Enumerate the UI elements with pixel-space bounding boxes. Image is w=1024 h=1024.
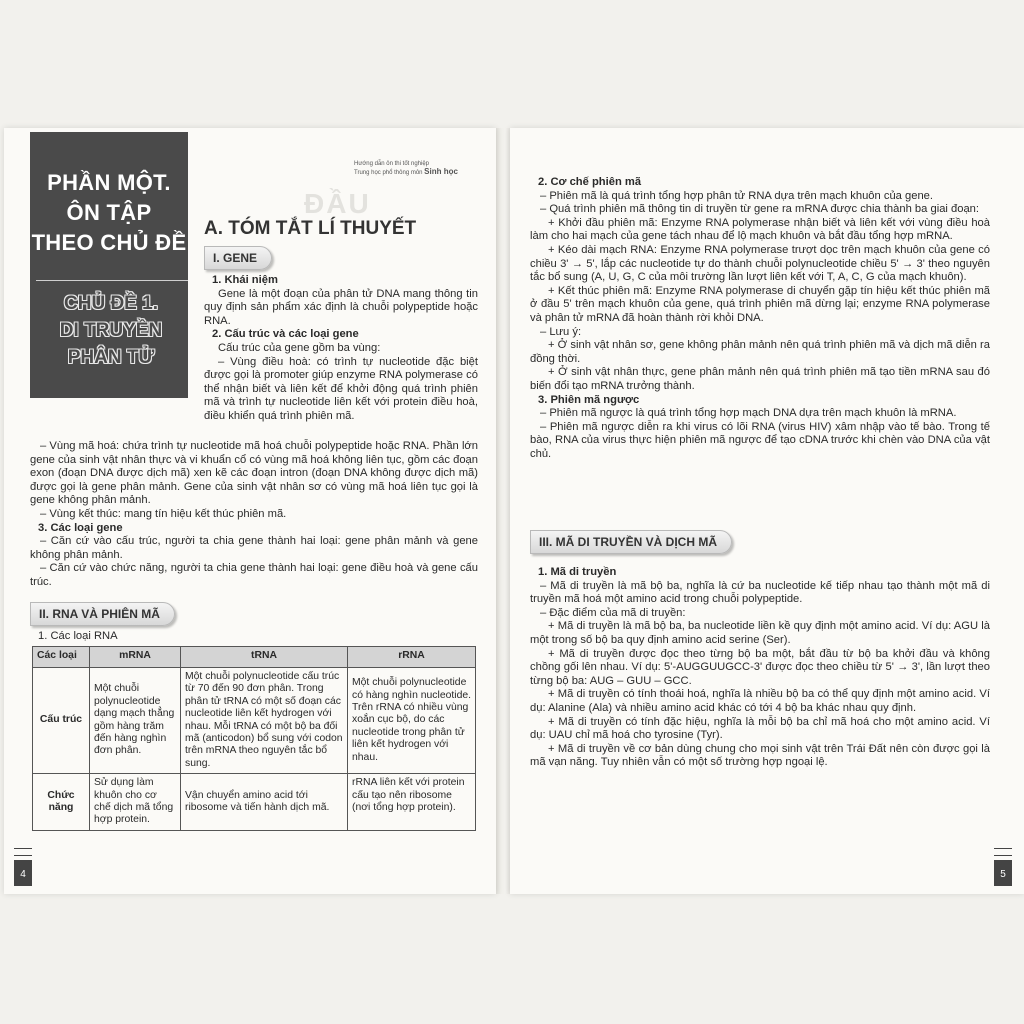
part-title-divider bbox=[36, 280, 188, 281]
paragraph: – Vùng điều hoà: có trình tự nucleotide đặc biệt được gọi là promoter giúp enzyme RNA polymerase có thể nhận biết và liên kết để khởi động quá trình phiên mã và trình tự nucleotide liên kết với protein điều hoà, điều khiển quá trình phiên mã. bbox=[204, 355, 478, 422]
heading-ma-di-truyen: 1. Mã di truyền bbox=[538, 566, 617, 578]
paragraph: + Ở sinh vật nhân thực, gene phân mảnh nên quá trình phiên mã tạo tiền mRNA sau đó biến đổi tạo mRNA trưởng thành. bbox=[530, 366, 990, 392]
paragraph: – Phiên mã ngược là quá trình tổng hợp mạch DNA dựa trên mạch khuôn là mRNA. bbox=[540, 407, 957, 420]
part-title-block bbox=[30, 132, 188, 398]
paragraph: – Căn cứ vào chức năng, người ta chia gene thành hai loại: gene điều hoà và gene cấu trúc. bbox=[30, 562, 478, 588]
page-number-ornament bbox=[14, 848, 32, 856]
paragraph: – Mã di truyền là mã bộ ba, nghĩa là cứ ba nucleotide kế tiếp nhau tạo thành một mã di truyền mã hoá một amino acid trong chuỗi polypeptide. bbox=[530, 579, 990, 606]
paragraph: – Đặc điểm của mã di truyền: bbox=[540, 606, 686, 619]
section-badge-gene: I. GENE bbox=[204, 246, 272, 270]
bleed-through-text: ĐẦU bbox=[304, 188, 371, 219]
table-header: Các loại bbox=[33, 647, 90, 668]
gene-intro-text bbox=[204, 274, 478, 424]
paragraph: + Kết thúc phiên mã: Enzyme RNA polymerase di chuyển gặp tín hiệu kết thúc phiên mã ở đầu 5' trên mạch khuôn của gene, quá trình phiên mã dừng lại; enzyme RNA polymerase và phân tử mRNA đã hoàn thành rời khỏi DNA. bbox=[530, 284, 990, 324]
table-header-row bbox=[33, 647, 476, 668]
table-cell: Một chuỗi polynucleotide cấu trúc từ 70 đến 90 đơn phân. Trong phân tử tRNA có một số đoạn các nucleotide liên kết hydrogen với nhau. Mỗi tRNA có một bộ ba đối mã (anticodon) bổ sung với codon trên mRNA theo nguyên tắc bổ sung. bbox=[181, 668, 348, 774]
paragraph: + Kéo dài mạch RNA: Enzyme RNA polymerase trượt dọc trên mạch khuôn của gene có chiều 3' → 5', lắp các nucleotide tự do thành chuỗi polynucleotide chiều 5' → 3' theo nguyên tắc bổ sung (A, U, G, C của môi trường lần lượt liên kết với T, A, C, G của mạch khuôn). bbox=[530, 243, 990, 284]
table-row bbox=[33, 668, 476, 774]
section-badge-rna: II. RNA VÀ PHIÊN MÃ bbox=[30, 602, 175, 626]
paragraph: – Vùng kết thúc: mang tín hiệu kết thúc phiên mã. bbox=[40, 507, 287, 520]
table-header: rRNA bbox=[348, 647, 476, 668]
table-cell: Sử dụng làm khuôn cho cơ chế dịch mã tổng hợp protein. bbox=[90, 774, 181, 831]
page-number: 4 bbox=[14, 860, 32, 886]
table-row bbox=[33, 774, 476, 831]
heading-phien-ma-nguoc: 3. Phiên mã ngược bbox=[538, 393, 640, 406]
section-badge-ma-di-truyen: III. MÃ DI TRUYỀN VÀ DỊCH MÃ bbox=[530, 530, 732, 554]
table-cell: Một chuỗi polynucleotide có hàng nghìn nucleotide. Trên rRNA có nhiều vùng xoắn cục bộ, do các nucleotide trong phân tử liên kết hydrogen với nhau. bbox=[348, 668, 476, 774]
table-cell: Vận chuyển amino acid tới ribosome và tiến hành dịch mã. bbox=[181, 774, 348, 831]
paragraph: + Mã di truyền về cơ bản dùng chung cho mọi sinh vật trên Trái Đất nên còn được gọi là mã vạn năng. Tuy nhiên vẫn có một số trường hợp ngoại lệ. bbox=[530, 742, 990, 769]
table-cell: rRNA liên kết với protein cấu tạo nên ribosome (nơi tổng hợp protein). bbox=[348, 774, 476, 831]
paragraph: Gene là một đoạn của phân tử DNA mang thông tin quy định sản phẩm xác định là chuỗi polypeptide hoặc RNA. bbox=[204, 287, 478, 327]
paragraph: – Phiên mã ngược diễn ra khi virus có lõi RNA (virus HIV) xâm nhập vào tế bào. Trong tế bào, RNA của virus thực hiện phiên mã ngược để tạo cDNA trước khi chèn vào DNA của vật chủ. bbox=[530, 420, 990, 460]
table-cell: Một chuỗi polynucleotide dạng mạch thẳng gồm hàng trăm đến hàng nghìn đơn phân. bbox=[90, 668, 181, 774]
paragraph: – Lưu ý: bbox=[540, 325, 582, 338]
paragraph: + Mã di truyền có tính đặc hiệu, nghĩa là mỗi bộ ba chỉ mã hoá cho một amino acid. Ví dụ: UAU chỉ mã hoá cho tyrosine (Tyr). bbox=[530, 715, 990, 742]
paragraph: – Phiên mã là quá trình tổng hợp phân tử RNA dựa trên mạch khuôn của gene. bbox=[540, 189, 933, 202]
transcription-text bbox=[530, 176, 990, 461]
heading-rna-types: 1. Các loại RNA bbox=[38, 630, 118, 642]
heading-khai-niem: 1. Khái niệm bbox=[212, 274, 278, 286]
section-title: A. TÓM TẮT LÍ THUYẾT bbox=[204, 218, 417, 239]
page-number-ornament bbox=[994, 848, 1012, 856]
page-number: 5 bbox=[994, 860, 1012, 886]
topic-title: CHỦ ĐỀ 1. DI TRUYỀN PHÂN TỬ bbox=[59, 293, 163, 368]
paragraph: + Mã di truyền có tính thoái hoá, nghĩa là nhiều bộ ba có thể quy định một amino acid. Ví dụ: Alanine (Ala) và nhiều amino acid khác có tới 4 bộ ba khác nhau quy định. bbox=[530, 688, 990, 714]
heading-cau-truc: 2. Cấu trúc và các loại gene bbox=[212, 328, 359, 341]
genetic-code-text bbox=[530, 566, 990, 770]
paragraph: – Quá trình phiên mã thông tin di truyền từ gene ra mRNA được chia thành ba giai đoạn: bbox=[540, 203, 979, 216]
paragraph: Cấu trúc của gene gồm ba vùng: bbox=[218, 341, 381, 354]
row-label: Chức năng bbox=[33, 774, 90, 831]
rna-types-table bbox=[32, 646, 476, 831]
paragraph: + Ở sinh vật nhân sơ, gene không phân mảnh nên quá trình phiên mã và dịch mã diễn ra đồng thời. bbox=[530, 339, 990, 365]
right-page bbox=[510, 128, 1024, 894]
row-label: Cấu trúc bbox=[33, 668, 90, 774]
paragraph: – Vùng mã hoá: chứa trình tự nucleotide mã hoá chuỗi polypeptide hoặc RNA. Phần lớn gene của sinh vật nhân thực và vi khuẩn cổ có vùng mã hoá không liên tục, gồm các đoạn exon (đoạn DNA được dịch mã) xen kẽ các đoạn intron (đoạn DNA không được dịch mã) được gọi là gene phân mảnh. Gene của sinh vật nhân sơ có vùng mã hoá liên tục gọi là gene không phân mảnh. bbox=[30, 440, 478, 507]
paragraph: + Mã di truyền được đọc theo từng bộ ba một, bắt đầu từ bộ ba khởi đầu và không chồng gối lên nhau. Ví dụ: 5'-AUGGUUGCC-3' được đọc theo chiều từ 5' → 3', lần lượt theo từng bộ ba: AUG – GUU – GCC. bbox=[530, 647, 990, 687]
table-header: mRNA bbox=[90, 647, 181, 668]
table-header: tRNA bbox=[181, 647, 348, 668]
paragraph: – Căn cứ vào cấu trúc, người ta chia gene thành hai loại: gene phân mảnh và gene không phân mảnh. bbox=[30, 535, 478, 561]
heading-co-che-phien-ma: 2. Cơ chế phiên mã bbox=[538, 176, 642, 188]
left-page bbox=[4, 128, 496, 894]
paragraph: + Mã di truyền là mã bộ ba, ba nucleotide liền kề quy định một amino acid. Ví dụ: AGU là một trong số bộ ba quy định amino acid serine (Ser). bbox=[530, 620, 990, 646]
gene-body-text bbox=[30, 440, 478, 590]
series-header: Hướng dẫn ôn thi tốt nghiệp Trung học phổ thông môn Sinh học bbox=[354, 161, 458, 176]
heading-cac-loai: 3. Các loại gene bbox=[38, 521, 123, 534]
part-title: PHẦN MỘT. ÔN TẬP THEO CHỦ ĐỀ bbox=[31, 170, 187, 255]
paragraph: + Khởi đầu phiên mã: Enzyme RNA polymerase nhận biết và liên kết với vùng điều hoà làm cho hai mạch của gene tách nhau để lộ mạch khuôn và bắt đầu tổng hợp mRNA. bbox=[530, 216, 990, 243]
